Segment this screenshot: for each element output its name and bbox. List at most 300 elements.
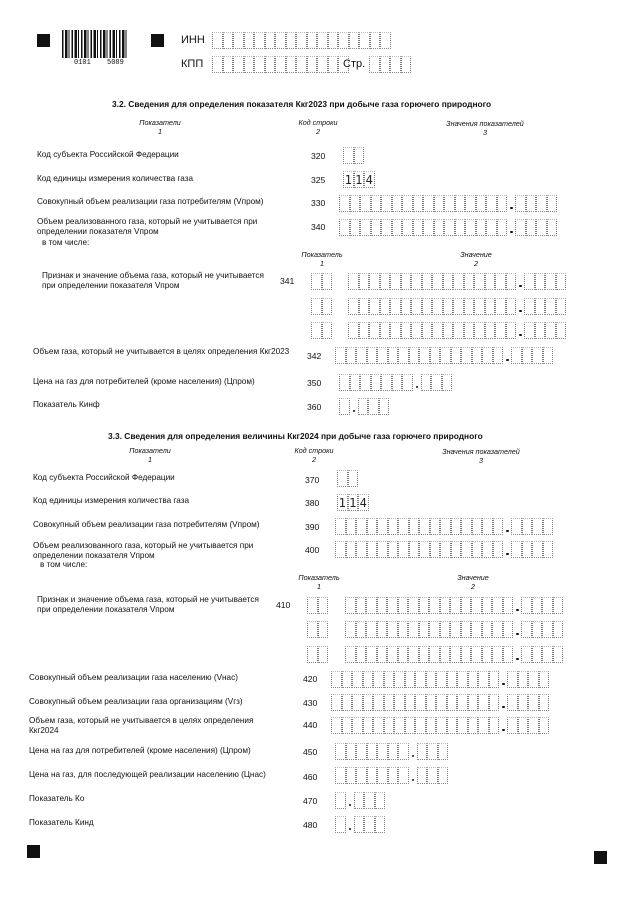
- digit-cell[interactable]: [392, 374, 403, 391]
- digit-cell[interactable]: [471, 597, 482, 614]
- digit-cell[interactable]: [265, 56, 276, 73]
- digit-cell[interactable]: [506, 273, 517, 290]
- digit-cell[interactable]: [444, 195, 455, 212]
- digit-cell[interactable]: [369, 322, 380, 339]
- digit-cell[interactable]: [335, 743, 346, 760]
- digit-cell[interactable]: [401, 273, 412, 290]
- digit-cell[interactable]: [322, 298, 333, 315]
- row-350-field[interactable]: [339, 374, 452, 391]
- row-450-field[interactable]: [335, 743, 448, 760]
- digit-cell[interactable]: [485, 273, 496, 290]
- digit-cell[interactable]: [408, 621, 419, 638]
- digit-cell[interactable]: [511, 541, 522, 558]
- digit-cell[interactable]: [244, 56, 255, 73]
- digit-cell[interactable]: [360, 374, 371, 391]
- digit-cell[interactable]: [387, 646, 398, 663]
- digit-cell[interactable]: [390, 56, 401, 73]
- digit-cell[interactable]: [328, 56, 339, 73]
- row-410-value-3[interactable]: [345, 646, 563, 663]
- digit-cell[interactable]: [345, 621, 356, 638]
- digit-cell[interactable]: [339, 398, 350, 415]
- digit-cell[interactable]: [296, 32, 307, 49]
- digit-cell[interactable]: [350, 195, 361, 212]
- digit-cell[interactable]: [522, 518, 533, 535]
- digit-cell[interactable]: [356, 541, 367, 558]
- digit-cell[interactable]: [506, 322, 517, 339]
- digit-cell[interactable]: [359, 298, 370, 315]
- row-340-field[interactable]: [339, 219, 557, 236]
- digit-cell[interactable]: [503, 646, 514, 663]
- digit-cell[interactable]: [545, 298, 556, 315]
- digit-cell[interactable]: [535, 322, 546, 339]
- digit-cell[interactable]: [440, 518, 451, 535]
- digit-cell[interactable]: [322, 273, 333, 290]
- digit-cell[interactable]: [419, 646, 430, 663]
- digit-cell[interactable]: [286, 32, 297, 49]
- row-470-field[interactable]: [335, 792, 385, 809]
- digit-cell[interactable]: [511, 347, 522, 364]
- digit-cell[interactable]: [503, 597, 514, 614]
- digit-cell[interactable]: [405, 671, 416, 688]
- digit-cell[interactable]: [377, 743, 388, 760]
- digit-cell[interactable]: [543, 347, 554, 364]
- digit-cell[interactable]: [307, 646, 318, 663]
- digit-cell[interactable]: [348, 298, 359, 315]
- digit-cell[interactable]: [345, 597, 356, 614]
- digit-cell[interactable]: [429, 621, 440, 638]
- digit-cell[interactable]: [377, 518, 388, 535]
- digit-cell[interactable]: [440, 347, 451, 364]
- digit-cell[interactable]: [440, 646, 451, 663]
- digit-cell[interactable]: [405, 694, 416, 711]
- digit-cell[interactable]: [331, 694, 342, 711]
- digit-cell[interactable]: [331, 671, 342, 688]
- digit-cell[interactable]: [422, 322, 433, 339]
- row-480-field[interactable]: [335, 816, 385, 833]
- digit-cell[interactable]: [359, 322, 370, 339]
- digit-cell[interactable]: [468, 717, 479, 734]
- digit-cell[interactable]: [478, 717, 489, 734]
- digit-cell[interactable]: [450, 621, 461, 638]
- digit-cell[interactable]: [318, 597, 329, 614]
- digit-cell[interactable]: [532, 621, 543, 638]
- digit-cell[interactable]: [450, 646, 461, 663]
- digit-cell[interactable]: [367, 767, 378, 784]
- digit-cell[interactable]: [532, 541, 543, 558]
- digit-cell[interactable]: [377, 621, 388, 638]
- digit-cell[interactable]: [377, 347, 388, 364]
- digit-cell[interactable]: [369, 56, 380, 73]
- digit-cell[interactable]: [373, 671, 384, 688]
- digit-cell[interactable]: [451, 347, 462, 364]
- digit-cell[interactable]: [422, 298, 433, 315]
- digit-cell[interactable]: [402, 374, 413, 391]
- digit-cell[interactable]: [486, 195, 497, 212]
- digit-cell[interactable]: [366, 646, 377, 663]
- digit-cell[interactable]: [556, 298, 567, 315]
- row-341-value-2[interactable]: [348, 298, 566, 315]
- digit-cell[interactable]: [380, 56, 391, 73]
- digit-cell[interactable]: [432, 322, 443, 339]
- digit-cell[interactable]: [388, 518, 399, 535]
- digit-cell[interactable]: [497, 219, 508, 236]
- row-430-field[interactable]: [331, 694, 549, 711]
- digit-cell[interactable]: [377, 767, 388, 784]
- digit-cell[interactable]: [443, 273, 454, 290]
- digit-cell[interactable]: [369, 298, 380, 315]
- digit-cell[interactable]: [352, 717, 363, 734]
- digit-cell[interactable]: [482, 621, 493, 638]
- digit-cell[interactable]: [388, 347, 399, 364]
- digit-cell[interactable]: [464, 298, 475, 315]
- digit-cell[interactable]: [492, 646, 503, 663]
- digit-cell[interactable]: [482, 518, 493, 535]
- digit-cell[interactable]: [423, 219, 434, 236]
- digit-cell[interactable]: [493, 347, 504, 364]
- digit-cell[interactable]: [532, 347, 543, 364]
- digit-cell[interactable]: [518, 694, 529, 711]
- digit-cell[interactable]: [465, 219, 476, 236]
- digit-cell[interactable]: [356, 767, 367, 784]
- digit-cell[interactable]: [409, 541, 420, 558]
- digit-cell[interactable]: [489, 671, 500, 688]
- digit-cell[interactable]: [485, 322, 496, 339]
- digit-cell[interactable]: [346, 347, 357, 364]
- digit-cell[interactable]: [345, 646, 356, 663]
- digit-cell[interactable]: [390, 298, 401, 315]
- digit-cell[interactable]: [455, 195, 466, 212]
- digit-cell[interactable]: [507, 694, 518, 711]
- digit-cell[interactable]: [506, 298, 517, 315]
- digit-cell[interactable]: [528, 671, 539, 688]
- digit-cell[interactable]: [464, 322, 475, 339]
- digit-cell[interactable]: [453, 298, 464, 315]
- digit-cell[interactable]: [394, 694, 405, 711]
- digit-cell[interactable]: [429, 646, 440, 663]
- digit-cell[interactable]: [461, 597, 472, 614]
- digit-cell[interactable]: [286, 56, 297, 73]
- row-410-value-2[interactable]: [345, 621, 563, 638]
- digit-cell[interactable]: [493, 518, 504, 535]
- digit-cell[interactable]: [522, 541, 533, 558]
- digit-cell[interactable]: [474, 273, 485, 290]
- digit-cell[interactable]: [392, 195, 403, 212]
- digit-cell[interactable]: [409, 518, 420, 535]
- digit-cell[interactable]: [553, 646, 564, 663]
- digit-cell[interactable]: [380, 32, 391, 49]
- digit-cell[interactable]: [489, 694, 500, 711]
- digit-cell[interactable]: [515, 219, 526, 236]
- digit-cell[interactable]: [366, 597, 377, 614]
- digit-cell[interactable]: [402, 219, 413, 236]
- digit-cell[interactable]: [478, 671, 489, 688]
- digit-cell[interactable]: [545, 322, 556, 339]
- digit-cell[interactable]: [337, 470, 348, 487]
- digit-cell[interactable]: [543, 541, 554, 558]
- digit-cell[interactable]: [461, 621, 472, 638]
- digit-cell[interactable]: [492, 597, 503, 614]
- digit-cell[interactable]: [223, 32, 234, 49]
- digit-cell[interactable]: [380, 322, 391, 339]
- digit-cell[interactable]: [511, 518, 522, 535]
- row-341-indicator-3[interactable]: [311, 322, 332, 339]
- digit-cell[interactable]: [384, 717, 395, 734]
- digit-cell[interactable]: [370, 32, 381, 49]
- digit-cell[interactable]: [244, 32, 255, 49]
- digit-cell[interactable]: [307, 32, 318, 49]
- digit-cell[interactable]: 1: [338, 496, 346, 510]
- digit-cell[interactable]: [415, 717, 426, 734]
- digit-cell[interactable]: 1: [344, 173, 352, 187]
- digit-cell[interactable]: [539, 717, 550, 734]
- digit-cell[interactable]: [354, 816, 365, 833]
- digit-cell[interactable]: [443, 298, 454, 315]
- digit-cell[interactable]: [532, 646, 543, 663]
- digit-cell[interactable]: [342, 671, 353, 688]
- digit-cell[interactable]: [411, 322, 422, 339]
- digit-cell[interactable]: [349, 32, 360, 49]
- digit-cell[interactable]: [553, 597, 564, 614]
- digit-cell[interactable]: [233, 32, 244, 49]
- digit-cell[interactable]: [447, 671, 458, 688]
- digit-cell[interactable]: [346, 767, 357, 784]
- digit-cell[interactable]: 1: [349, 496, 357, 510]
- digit-cell[interactable]: [518, 671, 529, 688]
- digit-cell[interactable]: [422, 273, 433, 290]
- digit-cell[interactable]: [524, 273, 535, 290]
- digit-cell[interactable]: [354, 147, 365, 164]
- digit-cell[interactable]: [311, 298, 322, 315]
- digit-cell[interactable]: [356, 621, 367, 638]
- digit-cell[interactable]: [335, 792, 346, 809]
- digit-cell[interactable]: [455, 219, 466, 236]
- digit-cell[interactable]: [482, 646, 493, 663]
- digit-cell[interactable]: [485, 298, 496, 315]
- digit-cell[interactable]: [536, 219, 547, 236]
- digit-cell[interactable]: [360, 195, 371, 212]
- digit-cell[interactable]: [366, 621, 377, 638]
- digit-cell[interactable]: [354, 792, 365, 809]
- digit-cell[interactable]: [465, 195, 476, 212]
- digit-cell[interactable]: [468, 694, 479, 711]
- digit-cell[interactable]: [381, 195, 392, 212]
- digit-cell[interactable]: [371, 374, 382, 391]
- digit-cell[interactable]: [419, 597, 430, 614]
- digit-cell[interactable]: [398, 518, 409, 535]
- digit-cell[interactable]: [384, 671, 395, 688]
- digit-cell[interactable]: [364, 792, 375, 809]
- digit-cell[interactable]: [476, 195, 487, 212]
- digit-cell[interactable]: [352, 694, 363, 711]
- row-390-field[interactable]: [335, 518, 553, 535]
- digit-cell[interactable]: [364, 816, 375, 833]
- digit-cell[interactable]: [461, 518, 472, 535]
- digit-cell[interactable]: [415, 671, 426, 688]
- row-341-value-3[interactable]: [348, 322, 566, 339]
- row-341-value-1[interactable]: [348, 273, 566, 290]
- digit-cell[interactable]: [440, 597, 451, 614]
- digit-cell[interactable]: [524, 322, 535, 339]
- digit-cell[interactable]: [539, 671, 550, 688]
- digit-cell[interactable]: [388, 767, 399, 784]
- row-330-field[interactable]: [339, 195, 557, 212]
- digit-cell[interactable]: [398, 767, 409, 784]
- digit-cell[interactable]: [360, 219, 371, 236]
- digit-cell[interactable]: [401, 56, 412, 73]
- digit-cell[interactable]: [405, 717, 416, 734]
- digit-cell[interactable]: [356, 743, 367, 760]
- digit-cell[interactable]: [426, 717, 437, 734]
- digit-cell[interactable]: [474, 322, 485, 339]
- digit-cell[interactable]: [373, 717, 384, 734]
- digit-cell[interactable]: [451, 518, 462, 535]
- digit-cell[interactable]: [348, 273, 359, 290]
- digit-cell[interactable]: [556, 273, 567, 290]
- digit-cell[interactable]: [367, 541, 378, 558]
- digit-cell[interactable]: [495, 273, 506, 290]
- digit-cell[interactable]: [547, 195, 558, 212]
- digit-cell[interactable]: [398, 646, 409, 663]
- digit-cell[interactable]: [398, 541, 409, 558]
- digit-cell[interactable]: [430, 347, 441, 364]
- digit-cell[interactable]: [394, 717, 405, 734]
- digit-cell[interactable]: [377, 541, 388, 558]
- digit-cell[interactable]: [335, 518, 346, 535]
- digit-cell[interactable]: [356, 518, 367, 535]
- digit-cell[interactable]: [254, 56, 265, 73]
- digit-cell[interactable]: [415, 694, 426, 711]
- digit-cell[interactable]: [542, 597, 553, 614]
- digit-cell[interactable]: [346, 743, 357, 760]
- digit-cell[interactable]: [212, 32, 223, 49]
- digit-cell[interactable]: [438, 767, 449, 784]
- digit-cell[interactable]: [379, 398, 390, 415]
- digit-cell[interactable]: [461, 541, 472, 558]
- digit-cell[interactable]: [373, 694, 384, 711]
- digit-cell[interactable]: [413, 219, 424, 236]
- row-360-field[interactable]: [339, 398, 389, 415]
- digit-cell[interactable]: [402, 195, 413, 212]
- digit-cell[interactable]: [476, 219, 487, 236]
- digit-cell[interactable]: [507, 671, 518, 688]
- digit-cell[interactable]: [461, 347, 472, 364]
- digit-cell[interactable]: [447, 717, 458, 734]
- digit-cell[interactable]: [311, 273, 322, 290]
- digit-cell[interactable]: [434, 195, 445, 212]
- digit-cell[interactable]: [363, 694, 374, 711]
- row-342-field[interactable]: [335, 347, 553, 364]
- digit-cell[interactable]: [401, 298, 412, 315]
- digit-cell[interactable]: 4: [359, 496, 367, 510]
- digit-cell[interactable]: [359, 273, 370, 290]
- digit-cell[interactable]: [346, 541, 357, 558]
- digit-cell[interactable]: [388, 743, 399, 760]
- digit-cell[interactable]: [507, 717, 518, 734]
- digit-cell[interactable]: [377, 597, 388, 614]
- digit-cell[interactable]: [440, 621, 451, 638]
- digit-cell[interactable]: [547, 219, 558, 236]
- digit-cell[interactable]: [352, 671, 363, 688]
- digit-cell[interactable]: [363, 671, 374, 688]
- digit-cell[interactable]: [493, 541, 504, 558]
- digit-cell[interactable]: [398, 347, 409, 364]
- digit-cell[interactable]: [457, 717, 468, 734]
- digit-cell[interactable]: [346, 518, 357, 535]
- digit-cell[interactable]: [307, 56, 318, 73]
- digit-cell[interactable]: [489, 717, 500, 734]
- digit-cell[interactable]: [432, 298, 443, 315]
- digit-cell[interactable]: [342, 694, 353, 711]
- digit-cell[interactable]: [411, 273, 422, 290]
- digit-cell[interactable]: [328, 32, 339, 49]
- digit-cell[interactable]: 1: [355, 173, 363, 187]
- digit-cell[interactable]: [447, 694, 458, 711]
- digit-cell[interactable]: [427, 767, 438, 784]
- digit-cell[interactable]: [375, 816, 386, 833]
- row-410-indicator-1[interactable]: [307, 597, 328, 614]
- digit-cell[interactable]: [359, 32, 370, 49]
- digit-cell[interactable]: [524, 298, 535, 315]
- digit-cell[interactable]: [317, 32, 328, 49]
- digit-cell[interactable]: [419, 541, 430, 558]
- digit-cell[interactable]: [453, 322, 464, 339]
- digit-cell[interactable]: [436, 717, 447, 734]
- digit-cell[interactable]: [381, 374, 392, 391]
- digit-cell[interactable]: [453, 273, 464, 290]
- digit-cell[interactable]: [322, 322, 333, 339]
- digit-cell[interactable]: [545, 273, 556, 290]
- digit-cell[interactable]: [429, 597, 440, 614]
- digit-cell[interactable]: [377, 646, 388, 663]
- digit-cell[interactable]: [254, 32, 265, 49]
- digit-cell[interactable]: [275, 56, 286, 73]
- row-325-field[interactable]: [343, 171, 375, 188]
- digit-cell[interactable]: [339, 195, 350, 212]
- digit-cell[interactable]: [398, 743, 409, 760]
- digit-cell[interactable]: [482, 347, 493, 364]
- digit-cell[interactable]: [526, 195, 537, 212]
- digit-cell[interactable]: [436, 694, 447, 711]
- digit-cell[interactable]: [380, 273, 391, 290]
- digit-cell[interactable]: [392, 219, 403, 236]
- row-320-field[interactable]: [343, 147, 364, 164]
- digit-cell[interactable]: [474, 298, 485, 315]
- digit-cell[interactable]: [535, 298, 546, 315]
- digit-cell[interactable]: [381, 219, 392, 236]
- digit-cell[interactable]: [457, 694, 468, 711]
- digit-cell[interactable]: [363, 717, 374, 734]
- digit-cell[interactable]: [317, 56, 328, 73]
- digit-cell[interactable]: [515, 195, 526, 212]
- digit-cell[interactable]: [408, 646, 419, 663]
- digit-cell[interactable]: [535, 273, 546, 290]
- digit-cell[interactable]: [307, 597, 318, 614]
- digit-cell[interactable]: [419, 518, 430, 535]
- digit-cell[interactable]: [335, 541, 346, 558]
- row-410-indicator-3[interactable]: [307, 646, 328, 663]
- digit-cell[interactable]: [472, 541, 483, 558]
- digit-cell[interactable]: [307, 621, 318, 638]
- digit-cell[interactable]: [542, 646, 553, 663]
- digit-cell[interactable]: [430, 541, 441, 558]
- digit-cell[interactable]: [419, 621, 430, 638]
- digit-cell[interactable]: [387, 597, 398, 614]
- digit-cell[interactable]: [492, 621, 503, 638]
- digit-cell[interactable]: [335, 347, 346, 364]
- digit-cell[interactable]: [367, 743, 378, 760]
- digit-cell[interactable]: [356, 646, 367, 663]
- digit-cell[interactable]: [331, 717, 342, 734]
